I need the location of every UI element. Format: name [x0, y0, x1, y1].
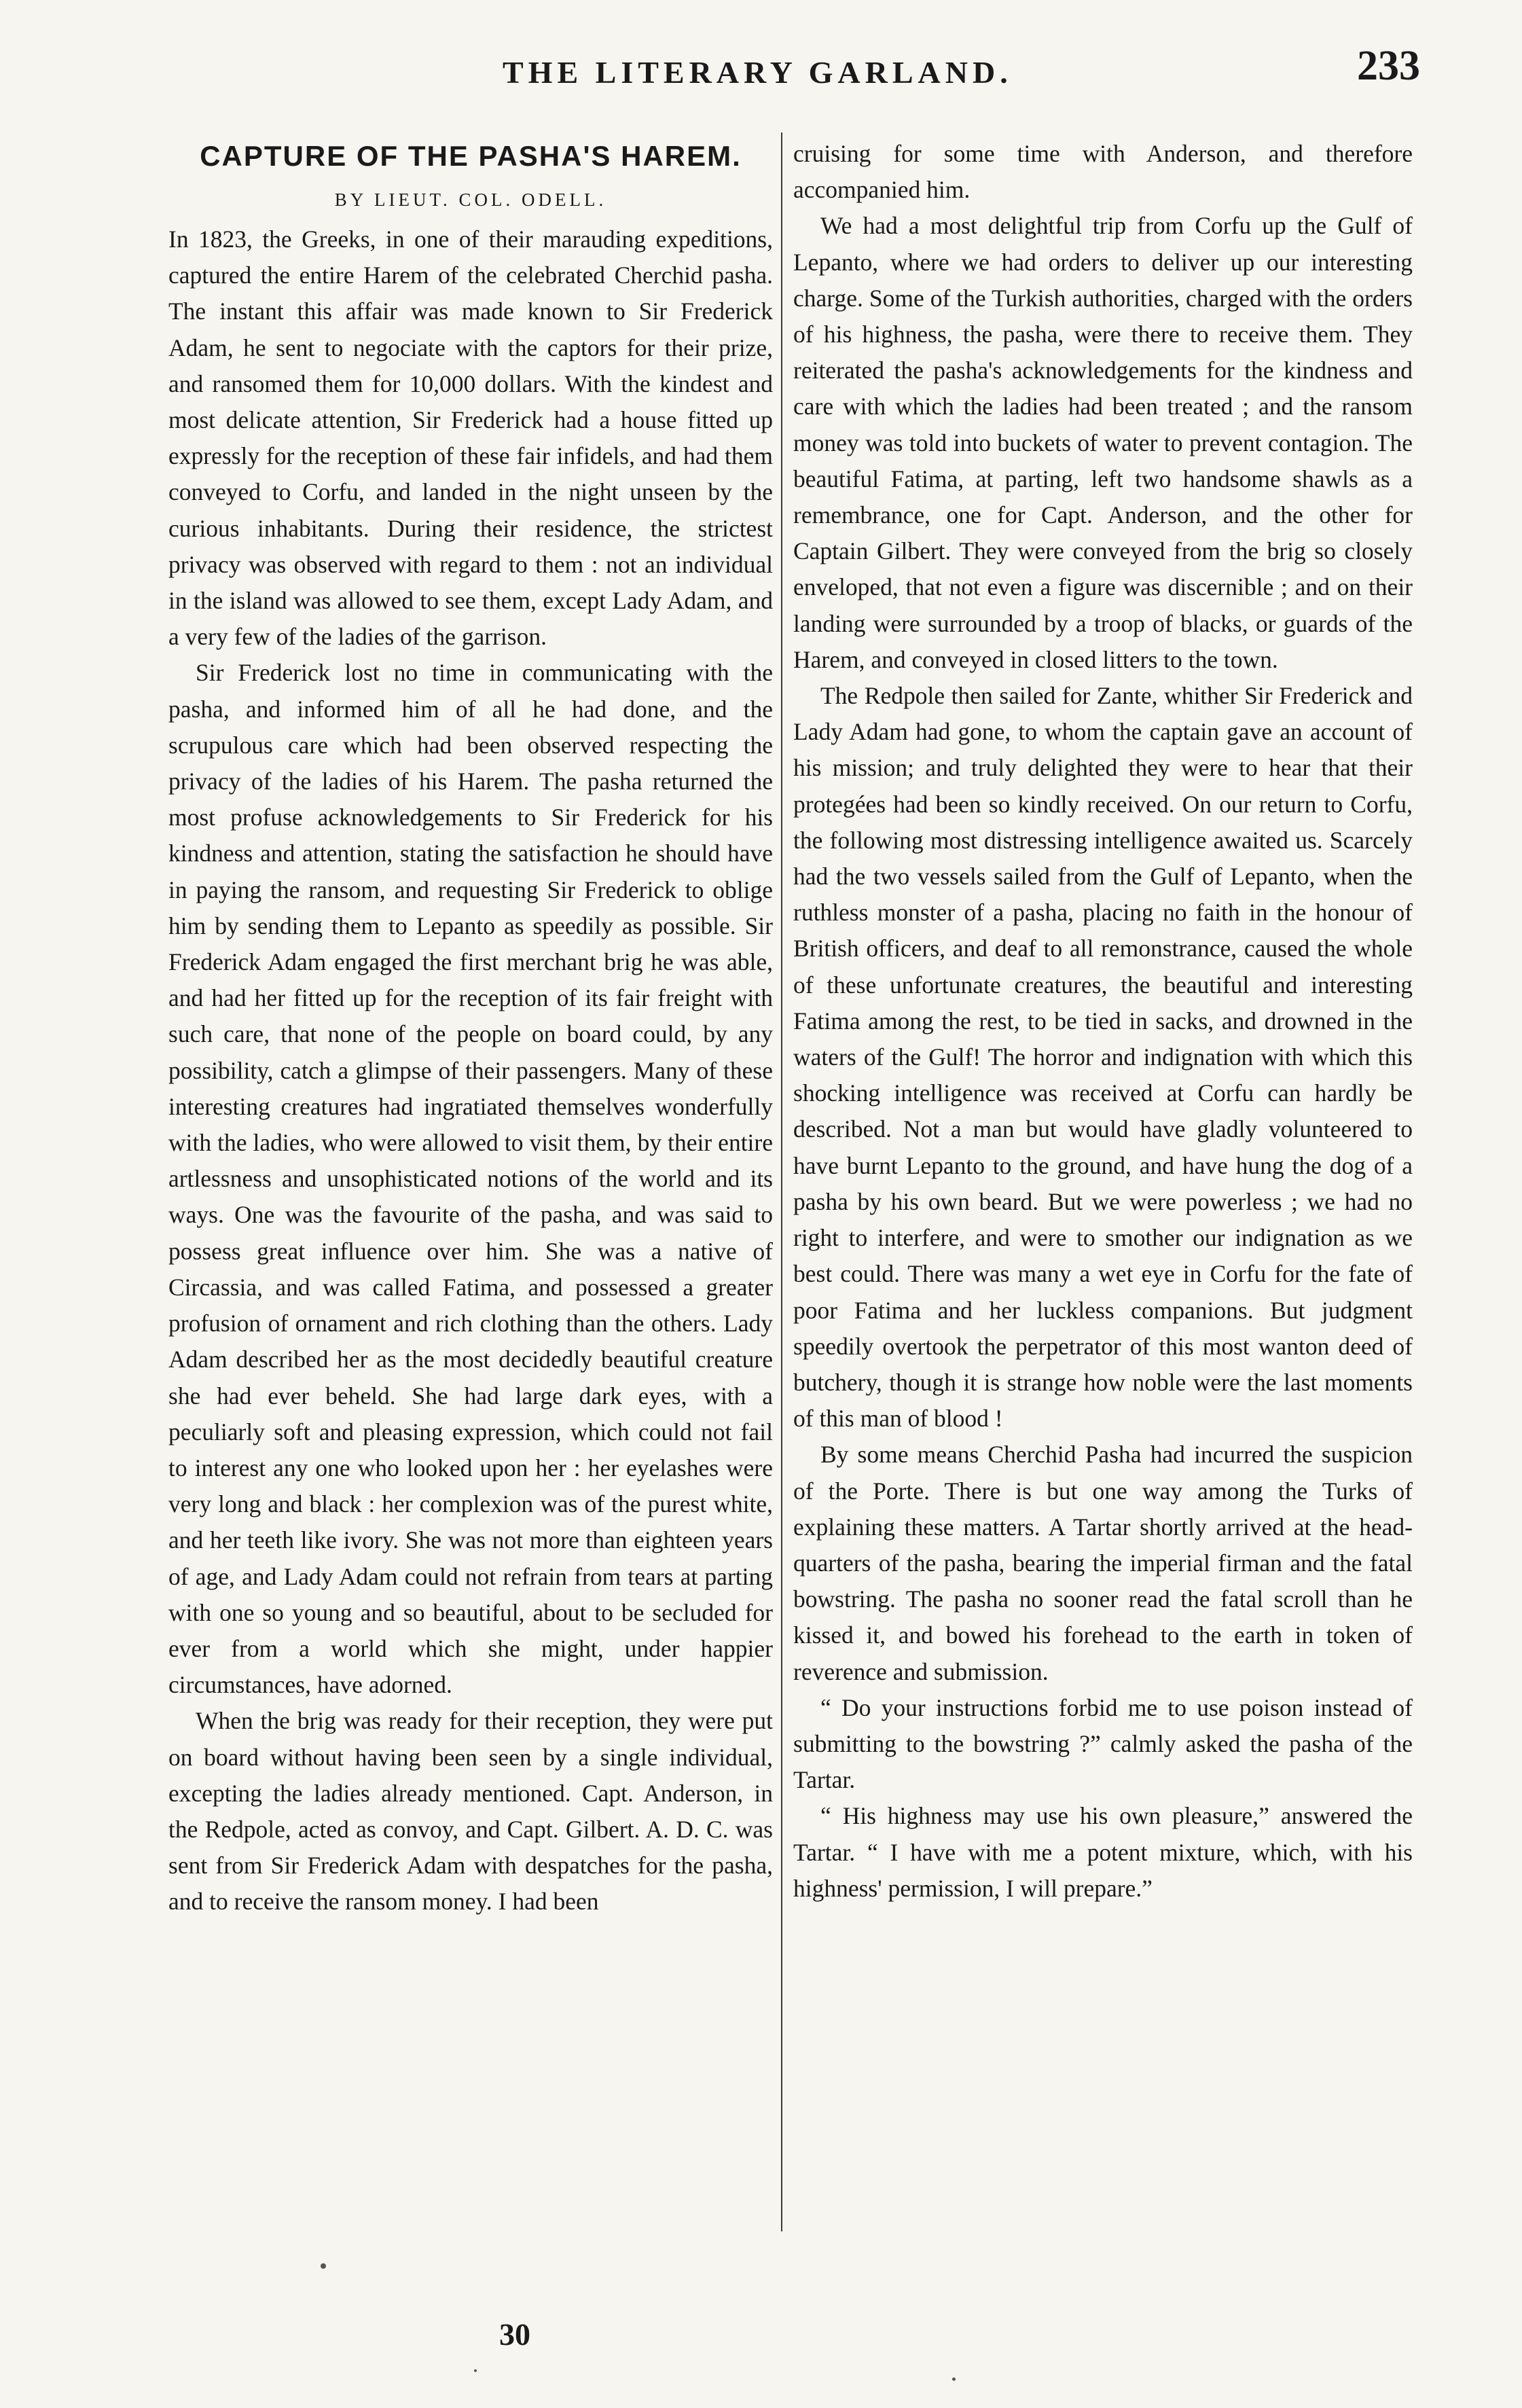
left-column	[168, 136, 773, 1920]
paragraph: In 1823, the Greeks, in one of their marauding expeditions, captured the entire Harem of the celebrated Cherchid pasha. The instant this affair was made known to Sir Frederick Adam, he sent to negociate with the captors for their prize, and ransomed them for 10,000 dollars. With the kindest and most delicate attention, Sir Frederick had a house fitted up expressly for the reception of these fair infidels, and had them conveyed to Corfu, and landed in the night unseen by the curious inhabitants. During their residence, the strictest privacy was observed with regard to them : not an individual in the island was allowed to see them, except Lady Adam, and a very few of the ladies of the garrison.	[168, 226, 773, 651]
paragraph: We had a most delightful trip from Corfu up the Gulf of Lepanto, where we had orders to deliver up our interesting charge. Some of the Turkish authorities, charged with the orders of his highness, the pasha, were there to receive them. They reiterated the pasha's acknowledgements for the kindness and care with which the ladies had been treated ; and the ransom money was told into buckets of water to prevent contagion. The beautiful Fatima, at parting, left two handsome shawls as a remembrance, one for Capt. Anderson, and the other for Captain Gilbert. They were conveyed from the brig so closely enveloped, that not even a figure was discernible ; and on their landing were surrounded by a troop of blacks, or guards of the Harem, and conveyed in closed litters to the town.	[793, 212, 1413, 673]
paragraph: By some means Cherchid Pasha had incurred the suspicion of the Porte. There is but one way among the Turks of explaining these matters. A Tartar shortly arrived at the head-quarters of the pasha, bearing the imperial firman and the fatal bowstring. The pasha no sooner read the fatal scroll than he kissed it, and bowed his forehead to the earth in token of reverence and submission.	[793, 1441, 1413, 1685]
paragraph: The Redpole then sailed for Zante, whither Sir Frederick and Lady Adam had gone, to whom the captain gave an account of his mission; and truly delighted they were to hear that their protegées had been so kindly received. On our return to Corfu, the following most distressing intelligence awaited us. Scarcely had the two vessels sailed from the Gulf of Lepanto, when the ruthless monster of a pasha, placing no faith in the honour of British officers, and deaf to all remonstrance, caused the whole of these unfortunate creatures, the beautiful and interesting Fatima among the rest, to be tied in sacks, and drowned in the waters of the Gulf! The horror and indignation with which this shocking intelligence was received at Corfu can hardly be described. Not a man but would have gladly volunteered to have burnt Lepanto to the ground, and have hung the dog of a pasha by his own beard. But we were powerless ; we had no right to interfere, and were to smother our indignation as we best could. There was many a wet eye in Corfu for the fate of poor Fatima and her luckless companions. But judgment speedily overtook the perpetrator of this most wanton deed of butchery, though it is strange how noble were the last moments of this man of blood !	[793, 682, 1413, 1433]
paragraph: When the brig was ready for their reception, they were put on board without having been seen by a single individual, excepting the ladies already mentioned. Capt. Anderson, in the Redpole, acted as convoy, and Capt. Gilbert. A. D. C. was sent from Sir Frederick Adam with despatches for the pasha, and to receive the ransom money. I had been	[168, 1707, 773, 1916]
page-number: 233	[1357, 43, 1420, 89]
article-title: CAPTURE OF THE PASHA'S HAREM.	[200, 140, 742, 172]
ink-speck	[321, 2263, 326, 2269]
running-title: THE LITERARY GARLAND.	[503, 55, 1013, 90]
paragraph: cruising for some time with Anderson, and therefore accompanied him.	[793, 140, 1413, 204]
ink-speck	[952, 2377, 956, 2381]
right-column	[793, 136, 1413, 1907]
signature-mark: 30	[499, 2317, 530, 2352]
paragraph: “ His highness may use his own pleasure,” answered the Tartar. “ I have with me a potent mixture, which, with his highness' permission, I will prepare.”	[793, 1802, 1413, 1902]
running-head	[0, 41, 1522, 95]
column-divider	[781, 132, 782, 2231]
ink-speck	[474, 2369, 477, 2372]
paragraph: Sir Frederick lost no time in communicating with the pasha, and informed him of all he had done, and the scrupulous care which had been observed respecting the privacy of the ladies of his Harem. The pasha returned the most profuse acknowledgements to Sir Frederick for his kindness and attention, stating the satisfaction he should have in paying the ransom, and requesting Sir Frederick to oblige him by sending them to Lepanto as speedily as possible. Sir Frederick Adam engaged the first merchant brig he was able, and had her fitted up for the reception of its fair freight with such care, that none of the people on board could, by any possibility, catch a glimpse of their passengers. Many of these interesting creatures had ingratiated themselves wonderfully with the ladies, who were allowed to visit them, by their entire artlessness and unsophisticated notions of the world and its ways. One was the favourite of the pasha, and was said to possess great influence over him. She was a native of Circassia, and was called Fatima, and possessed a greater profusion of ornament and rich clothing than the others. Lady Adam described her as the most decidedly beautiful creature she had ever beheld. She had large dark eyes, with a peculiarly soft and pleasing expression, which could not fail to interest any one who looked upon her : her eyelashes were very long and black : her complexion was of the purest white, and her teeth like ivory. She was not more than eighteen years of age, and Lady Adam could not refrain from tears at parting with one so young and so beautiful, about to be secluded for ever from a world which she might, under happier circumstances, have adorned.	[168, 659, 773, 1699]
byline: BY LIEUT. COL. ODELL.	[334, 190, 607, 210]
paragraph: “ Do your instructions forbid me to use poison instead of submitting to the bowstring ?” calmly asked the pasha of the Tartar.	[793, 1693, 1413, 1794]
